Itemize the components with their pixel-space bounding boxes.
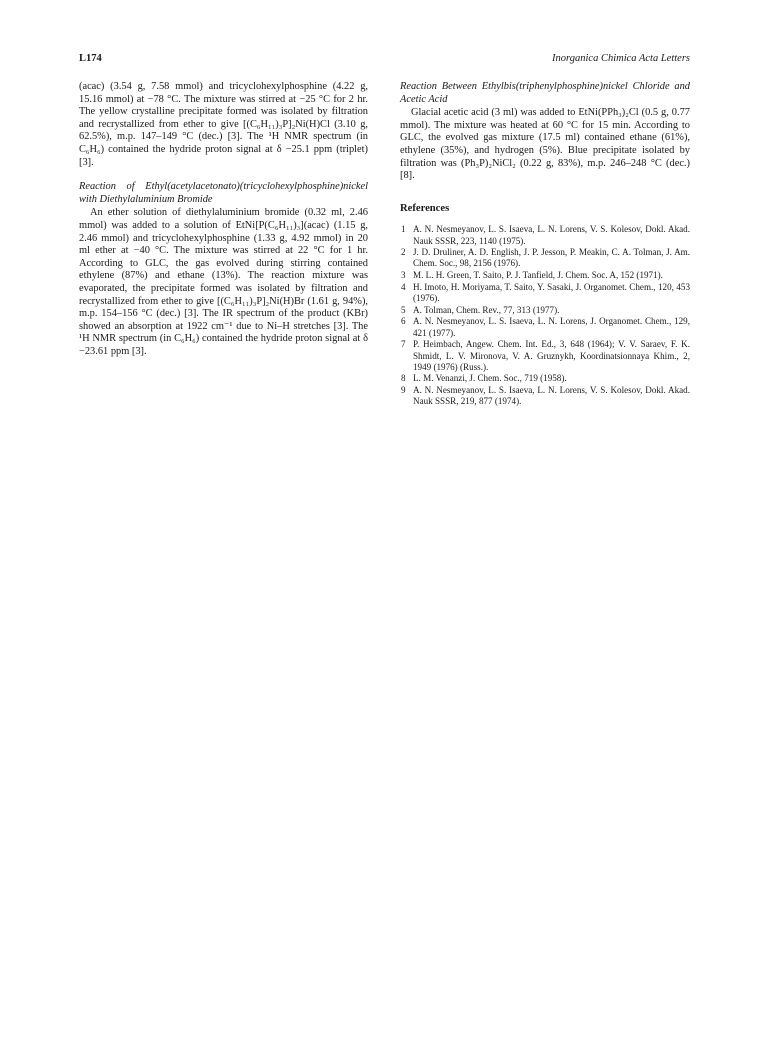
- body-paragraph: (acac) (3.54 g, 7.58 mmol) and tricyclohexylphosphine (4.22 g, 15.16 mmol) at −78 °C. The mixture was stirred at −25 °C for 2 hr. The yellow crystalline precipitate formed was isolated by filtration and recrystallized from ether to give [(C₆H₁₁)₃P]₂Ni(H)Cl (3.10 g, 62.5%), m.p. 147–149 °C (dec.) [3]. The ¹H NMR spectrum (in C₆H₆) contained the hydride proton signal at δ −25.1 ppm (triplet) [3].: [79, 81, 368, 168]
- reference-item: [400, 305, 690, 316]
- reference-number: 5: [401, 304, 406, 315]
- references-list: [400, 224, 690, 407]
- reference-item: [400, 339, 690, 373]
- reference-text: L. M. Venanzi, J. Chem. Soc., 719 (1958).: [413, 373, 567, 384]
- reference-item: [400, 282, 690, 304]
- reference-text: A. N. Nesmeyanov, L. S. Isaeva, L. N. Lorens, V. S. Kolesov, Dokl. Akad. Nauk SSSR, 223, 1140 (1975).: [413, 224, 690, 246]
- section-heading: Reaction of Ethyl(acetylacetonato)(tricyclohexylphosphine)nickel with Diethylaluminium Bromide: [79, 181, 368, 205]
- reference-item: [400, 316, 690, 338]
- reference-text: A. N. Nesmeyanov, L. S. Isaeva, L. N. Lorens, V. S. Kolesov, Dokl. Akad. Nauk SSSR, 219, 877 (1974).: [413, 385, 690, 407]
- page-number: L174: [79, 53, 102, 64]
- reference-number: 1: [401, 224, 406, 235]
- right-column: [400, 81, 690, 408]
- body-paragraph: An ether solution of diethylaluminium bromide (0.32 ml, 2.46 mmol) was added to a solution of EtNi[P(C₆H₁₁)₃](acac) (1.15 g, 2.46 mmol) and tricyclohexylphosphine (1.33 g, 4.92 mmol) in 20 ml ether at −40 °C. The mixture was stirred at 22 °C for 1 hr. According to GLC, the gas evolved during stirring contained ethylene (87%) and ethane (13%). The reaction mixture was evaporated, the precipitate formed was isolated by filtration and recrystallized from ether to give [(C₆H₁₁)₃P]₂Ni(H)Br (1.61 g, 94%), m.p. 154–156 °C (dec.) [3]. The IR spectrum of the product (KBr) showed an absorption at 1922 cm⁻¹ due to Ni–H stretches [3]. The ¹H NMR spectrum (in C₆H₆) contained the hydride proton signal at δ −23.61 ppm [3].: [79, 207, 368, 357]
- reference-item: [400, 385, 690, 407]
- reference-item: [400, 270, 690, 281]
- left-column: [79, 81, 368, 358]
- reference-number: 4: [401, 281, 406, 292]
- reference-number: 7: [401, 339, 406, 350]
- reference-item: [400, 224, 690, 246]
- page-header: [79, 53, 690, 67]
- reference-number: 6: [401, 316, 406, 327]
- section-heading: Reaction Between Ethylbis(triphenylphosphine)nickel Chloride and Acetic Acid: [400, 81, 690, 105]
- reference-number: 3: [401, 270, 406, 281]
- reference-item: [400, 373, 690, 384]
- reference-item: [400, 247, 690, 269]
- body-paragraph: Glacial acetic acid (3 ml) was added to EtNi(PPh₃)₂Cl (0.5 g, 0.77 mmol). The mixture was heated at 60 °C for 15 min. According to GLC, the evolved gas mixture (17.5 ml) contained ethane (61%), ethylene (35%), and hydrogen (5%). Blue precipitate isolated by filtration was (Ph₃P)₂NiCl₂ (0.22 g, 83%), m.p. 246–248 °C (dec.) [8].: [400, 107, 690, 182]
- reference-number: 9: [401, 385, 406, 396]
- reference-number: 8: [401, 373, 406, 384]
- reference-text: P. Heimbach, Angew. Chem. Int. Ed., 3, 648 (1964); V. V. Saraev, F. K. Shmidt, L. V. Mironova, V. A. Gruznykh, Koordinatsionnaya Khim., 2, 1949 (1976) (Russ.).: [413, 339, 690, 372]
- reference-text: H. Imoto, H. Moriyama, T. Saito, Y. Sasaki, J. Organomet. Chem., 120, 453 (1976).: [413, 281, 690, 304]
- reference-number: 2: [401, 247, 406, 258]
- references-heading: References: [400, 202, 450, 214]
- reference-text: A. N. Nesmeyanov, L. S. Isaeva, L. N. Lorens, J. Organomet. Chem., 129, 421 (1977).: [413, 316, 690, 338]
- reference-text: A. Tolman, Chem. Rev., 77, 313 (1977).: [413, 304, 560, 315]
- reference-text: J. D. Druliner, A. D. English, J. P. Jesson, P. Meakin, C. A. Tolman, J. Am. Chem. Soc., 98, 2156 (1976).: [413, 247, 690, 269]
- reference-text: M. L. H. Green, T. Saito, P. J. Tanfield, J. Chem. Soc. A, 152 (1971).: [413, 270, 663, 281]
- journal-name: Inorganica Chimica Acta Letters: [552, 53, 690, 64]
